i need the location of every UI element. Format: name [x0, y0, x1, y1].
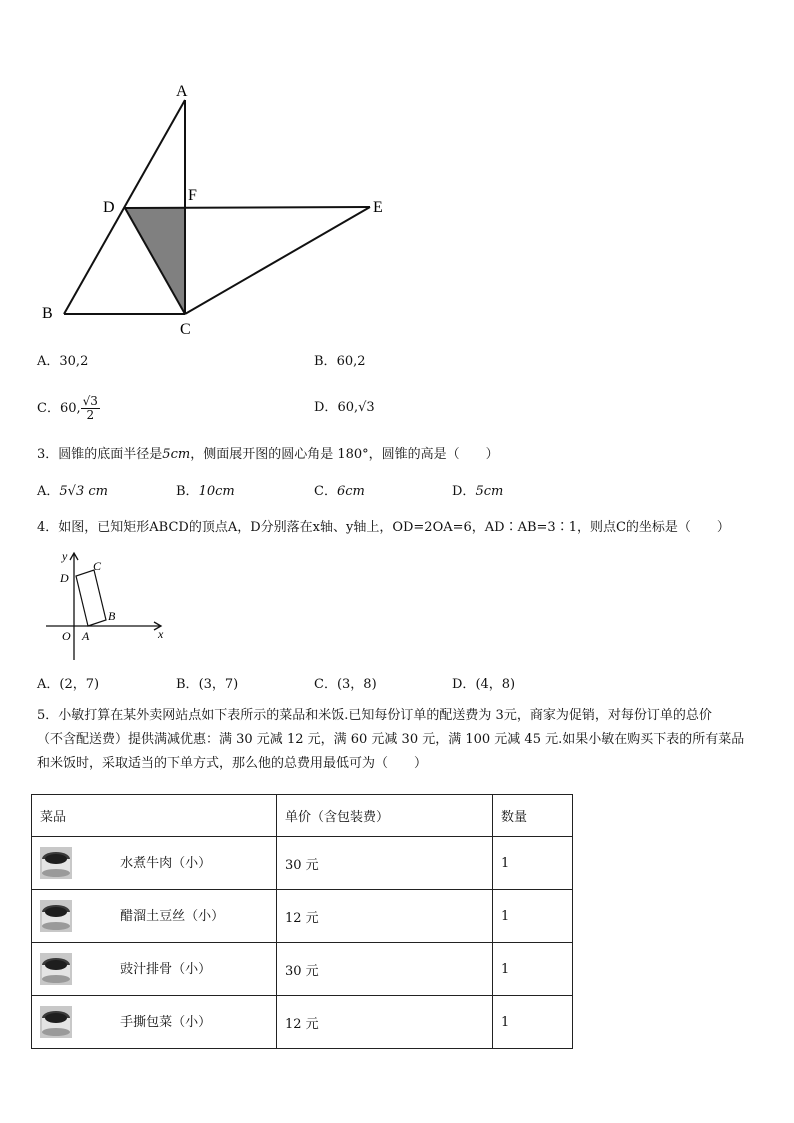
axis-label-x: x — [158, 627, 164, 641]
option-letter: D． — [452, 484, 476, 499]
question-number: 4． — [37, 520, 59, 535]
option-text: (2，7) — [59, 677, 100, 692]
table-row — [32, 943, 573, 996]
question-number: 3． — [37, 447, 59, 462]
stem-part: ，侧面展开图的圆心角是 180°，圆锥的高是（ ） — [190, 447, 499, 462]
option-letter: D． — [452, 677, 476, 692]
option-letter: C． — [314, 677, 337, 692]
q4-option-b — [176, 677, 238, 693]
q3-option-c — [314, 484, 365, 500]
table-header-row — [32, 795, 573, 837]
stem-part: 5cm — [162, 447, 191, 462]
dish-cell — [32, 943, 277, 996]
price-cell: 30 元 — [277, 837, 493, 890]
option-letter: B． — [176, 677, 199, 692]
qty-cell: 1 — [493, 996, 573, 1049]
header-price: 单价（含包装费） — [277, 795, 493, 837]
dish-name: 醋溜土豆丝（小） — [120, 908, 225, 924]
question-5-stem — [37, 704, 767, 776]
q3-option-b — [176, 484, 235, 500]
q2-option-a — [37, 354, 88, 370]
header-qty: 数量 — [493, 795, 573, 837]
option-text: 6cm — [336, 484, 365, 499]
option-text: 60, — [59, 401, 81, 416]
segment-de — [125, 207, 370, 208]
q4-option-c — [314, 677, 377, 693]
label-a: A — [176, 83, 188, 100]
label-point-a: A — [82, 629, 90, 643]
dish-image-icon — [40, 1006, 72, 1038]
q3-option-d — [452, 484, 503, 500]
label-c: C — [180, 321, 191, 338]
dish-cell — [32, 837, 277, 890]
option-letter: C． — [314, 484, 337, 499]
dish-cell — [32, 890, 277, 943]
dish-name: 手撕包菜（小） — [120, 1014, 212, 1030]
option-text: 10cm — [198, 484, 235, 499]
option-text: (3，7) — [198, 677, 239, 692]
stem-line-1 — [37, 704, 767, 728]
option-letter: D． — [314, 400, 338, 415]
option-letter: A． — [37, 677, 60, 692]
label-point-c: C — [93, 559, 102, 573]
radical: √3 — [358, 400, 375, 415]
label-e: E — [373, 199, 383, 216]
menu-table — [31, 794, 573, 1049]
label-f: F — [188, 187, 197, 204]
q2-option-d — [314, 400, 375, 416]
table-row — [32, 837, 573, 890]
qty-cell: 1 — [493, 837, 573, 890]
option-letter: A． — [37, 484, 60, 499]
label-point-b: B — [108, 609, 116, 623]
axis-label-y: y — [62, 549, 68, 563]
q2-option-b — [314, 354, 366, 370]
header-dish: 菜品 — [32, 795, 277, 837]
geometry-figure — [30, 78, 410, 348]
price-cell: 12 元 — [277, 890, 493, 943]
fraction-numerator: √3 — [82, 394, 98, 408]
question-3-stem — [37, 447, 499, 463]
stem-line-3: 和米饭时，采取适当的下单方式，那么他的总费用最低可为（ ） — [37, 756, 428, 771]
price-cell: 30 元 — [277, 943, 493, 996]
segment-ce — [185, 207, 370, 314]
option-text: 5cm — [475, 484, 504, 499]
q4-option-d — [452, 677, 515, 693]
option-letter: B． — [314, 354, 337, 369]
option-text: (3，8) — [336, 677, 377, 692]
qty-cell: 1 — [493, 890, 573, 943]
qty-cell: 1 — [493, 943, 573, 996]
dish-name: 豉汁排骨（小） — [120, 961, 212, 977]
stem-text: 小敏打算在某外卖网站点如下表所示的菜品和米饭.已知每份订单的配送费为 3元，商家为促销，对每份订单的总价 — [58, 708, 712, 723]
q4-option-a — [37, 677, 99, 693]
stem-line-2: （不含配送费）提供满减优惠：满 30 元减 12 元，满 60 元减 30 元，满 100 元减 45 元.如果小敏在购买下表的所有菜品 — [37, 732, 745, 747]
label-d: D — [103, 199, 115, 216]
option-text: 60, — [337, 400, 359, 415]
stem-text: 如图，已知矩形ABCD的顶点A，D分别落在x轴、y轴上，OD=2OA=6，AD∶AB=3∶1，则点C的坐标是（ ） — [58, 520, 730, 535]
fraction — [81, 395, 100, 422]
dish-cell — [32, 996, 277, 1049]
option-letter: B． — [176, 484, 199, 499]
option-text: (4，8) — [475, 677, 516, 692]
option-text: 60,2 — [336, 354, 366, 369]
dish-image-icon — [40, 900, 72, 932]
table-row — [32, 996, 573, 1049]
stem-part: 圆锥的底面半径是 — [58, 447, 163, 462]
dish-image-icon — [40, 847, 72, 879]
price-cell: 12 元 — [277, 996, 493, 1049]
table-row — [32, 890, 573, 943]
label-point-d: D — [60, 571, 69, 585]
option-text: 30,2 — [59, 354, 89, 369]
rectangle-abcd — [76, 570, 106, 626]
coordinate-figure — [44, 548, 170, 664]
option-letter: A． — [37, 354, 60, 369]
question-4-stem — [37, 520, 730, 536]
label-b: B — [42, 305, 53, 322]
dish-name: 水煮牛肉（小） — [120, 855, 212, 871]
option-text: 5√3 cm — [59, 484, 108, 499]
q3-option-a — [37, 484, 108, 500]
fraction-denominator: 2 — [86, 408, 95, 422]
q2-option-c — [37, 390, 100, 428]
label-origin: O — [62, 629, 71, 643]
question-number: 5． — [37, 708, 59, 723]
option-letter: C． — [37, 401, 60, 416]
dish-image-icon — [40, 953, 72, 985]
